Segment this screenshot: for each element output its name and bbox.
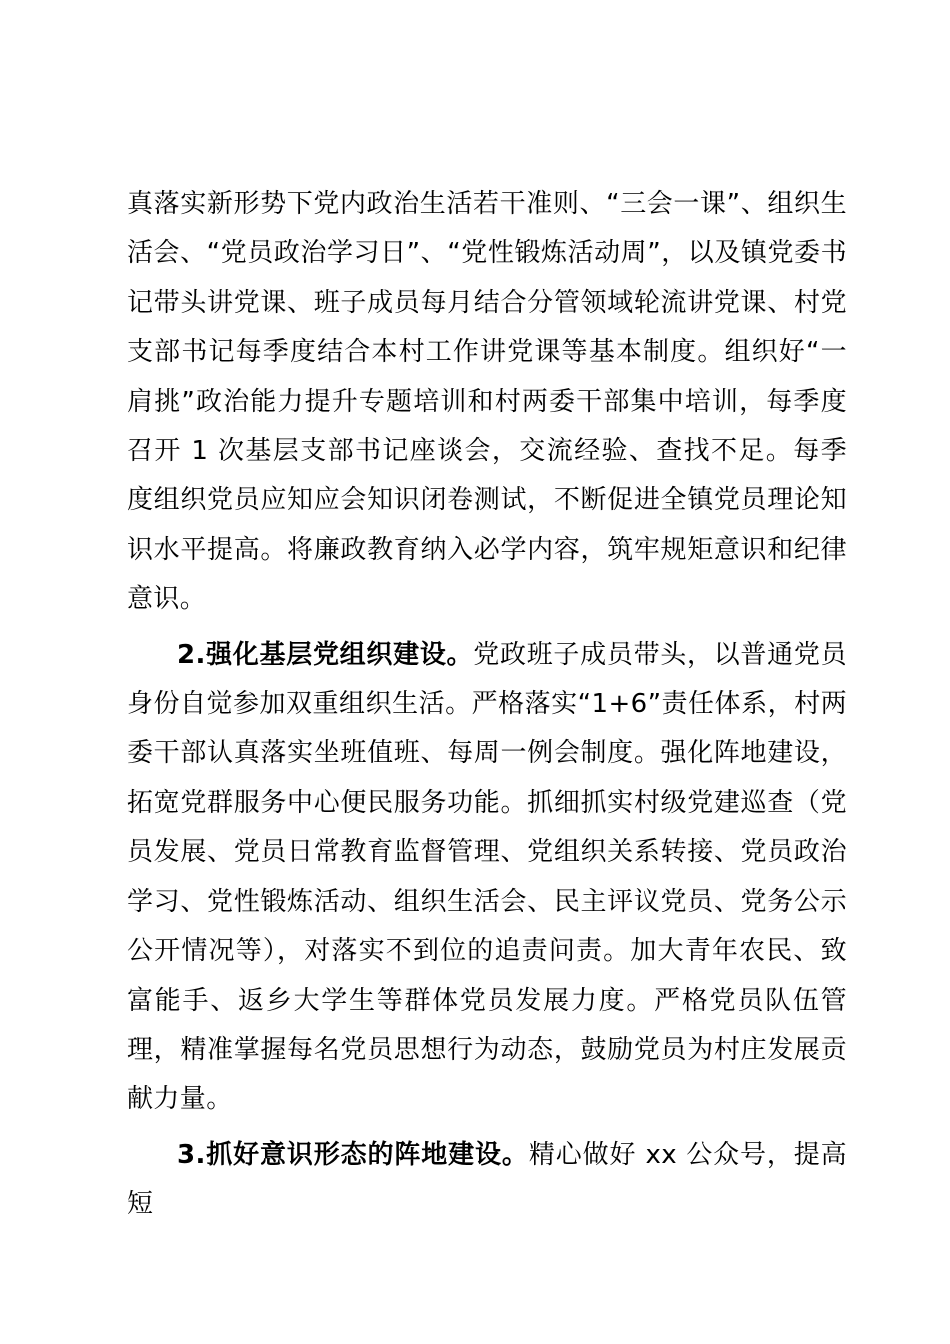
section-heading: 2.强化基层党组织建设。 xyxy=(177,639,474,670)
paragraph-body: 精心做好 xx 公众号，提高短 xyxy=(127,1139,847,1220)
paragraph-section-3 xyxy=(127,1131,847,1230)
paragraph-body: 真落实新形势下党内政治生活若干准则、“三会一课”、组织生活会、“党员政治学习日”、“党性锻炼活动周”，以及镇党委书记带头讲党课、班子成员每月结合分管领域轮流讲党课、村党支部书记每季度结合本村工作讲党课等基本制度。组织好“一肩挑”政治能力提升专题培训和村两委干部集中培训，每季度召开 1 次基层支部书记座谈会，交流经验、查找不足。每季度组织党员应知应会知识闭卷测试，不断促进全镇党员理论知识水平提高。将廉政教育纳入必学内容，筑牢规矩意识和纪律意识。 xyxy=(127,189,847,615)
section-heading: 3.抓好意识形态的阵地建设。 xyxy=(177,1139,529,1170)
document-page xyxy=(127,180,847,1230)
paragraph-section-2 xyxy=(127,631,847,1125)
paragraph-continuation xyxy=(127,180,847,625)
paragraph-body: 党政班子成员带头，以普通党员身份自觉参加双重组织生活。严格落实“1+6”责任体系，村两委干部认真落实坐班值班、每周一例会制度。强化阵地建设，拓宽党群服务中心便民服务功能。抓细抓实村级党建巡查（党员发展、党员日常教育监督管理、党组织关系转接、党员政治学习、党性锻炼活动、组织生活会、民主评议党员、党务公示公开情况等），对落实不到位的追责问责。加大青年农民、致富能手、返乡大学生等群体党员发展力度。严格党员队伍管理，精准掌握每名党员思想行为动态，鼓励党员为村庄发展贡献力量。 xyxy=(127,639,847,1115)
